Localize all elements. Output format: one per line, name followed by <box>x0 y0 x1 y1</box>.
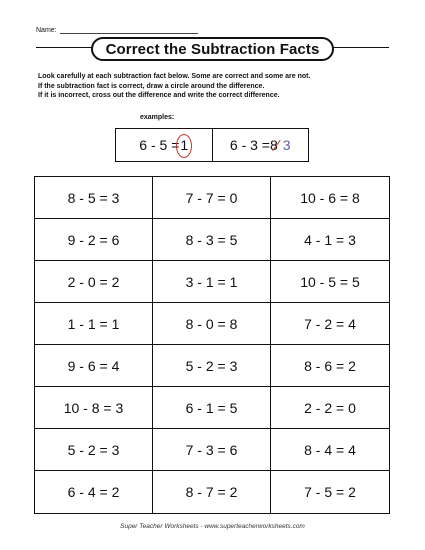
instruction-line-2: If the subtraction fact is correct, draw a circle around the difference. <box>38 82 265 90</box>
fact-cell[interactable]: 6 - 4 = 2 <box>35 471 153 513</box>
fact-cell[interactable]: 5 - 2 = 3 <box>35 429 153 471</box>
name-field-row <box>36 27 198 34</box>
example-correct <box>116 129 212 161</box>
fact-cell[interactable]: 7 - 7 = 0 <box>153 177 271 219</box>
fact-cell[interactable]: 8 - 6 = 2 <box>271 345 389 387</box>
fact-cell[interactable]: 2 - 0 = 2 <box>35 261 153 303</box>
instruction-line-3: If it is incorrect, cross out the difference and write the correct difference. <box>38 92 280 99</box>
fact-cell[interactable]: 8 - 0 = 8 <box>153 303 271 345</box>
fact-cell[interactable]: 1 - 1 = 1 <box>35 303 153 345</box>
instructions <box>38 72 388 101</box>
page-title <box>91 37 334 61</box>
examples-label: examples: <box>140 114 175 121</box>
fact-cell[interactable]: 9 - 6 = 4 <box>35 345 153 387</box>
example-correct-answer-circled <box>180 137 188 153</box>
example-incorrect-problem: 6 - 3 = <box>229 137 270 153</box>
instruction-line-1: Look carefully at each subtraction fact below. Some are correct and some are not. <box>38 73 311 80</box>
examples-box <box>115 128 309 162</box>
fact-cell[interactable]: 5 - 2 = 3 <box>153 345 271 387</box>
fact-cell[interactable]: 3 - 1 = 1 <box>153 261 271 303</box>
fact-cell[interactable]: 6 - 1 = 5 <box>153 387 271 429</box>
fact-cell[interactable]: 8 - 7 = 2 <box>153 471 271 513</box>
name-line[interactable] <box>60 27 198 34</box>
fact-cell[interactable]: 8 - 4 = 4 <box>271 429 389 471</box>
example-correction: 3 <box>282 137 291 153</box>
example-correct-problem: 6 - 5 = <box>139 137 180 153</box>
fact-cell[interactable]: 4 - 1 = 3 <box>271 219 389 261</box>
fact-cell[interactable]: 8 - 3 = 5 <box>153 219 271 261</box>
name-label: Name: <box>36 27 57 34</box>
fact-cell[interactable]: 8 - 5 = 3 <box>35 177 153 219</box>
fact-cell[interactable]: 2 - 2 = 0 <box>271 387 389 429</box>
fact-cell[interactable]: 10 - 8 = 3 <box>35 387 153 429</box>
fact-cell[interactable]: 7 - 5 = 2 <box>304 484 356 500</box>
example-incorrect <box>212 129 309 161</box>
facts-grid <box>34 176 390 514</box>
page-title-text: Correct the Subtraction Facts <box>105 40 320 58</box>
fact-cell[interactable]: 9 - 2 = 6 <box>35 219 153 261</box>
fact-cell[interactable]: 7 - 3 = 6 <box>153 429 271 471</box>
footer-credit: Super Teacher Worksheets - www.superteacherworksheets.com <box>120 523 305 530</box>
example-incorrect-answer-crossed <box>270 137 278 153</box>
fact-cell[interactable]: 7 - 2 = 4 <box>271 303 389 345</box>
circle-mark <box>176 134 192 158</box>
fact-cell[interactable]: 10 - 5 = 5 <box>271 261 389 303</box>
fact-cell[interactable]: 10 - 6 = 8 <box>271 177 389 219</box>
example-correct-answer: 1 <box>180 137 189 153</box>
example-wrong-answer: 8 <box>270 137 278 153</box>
